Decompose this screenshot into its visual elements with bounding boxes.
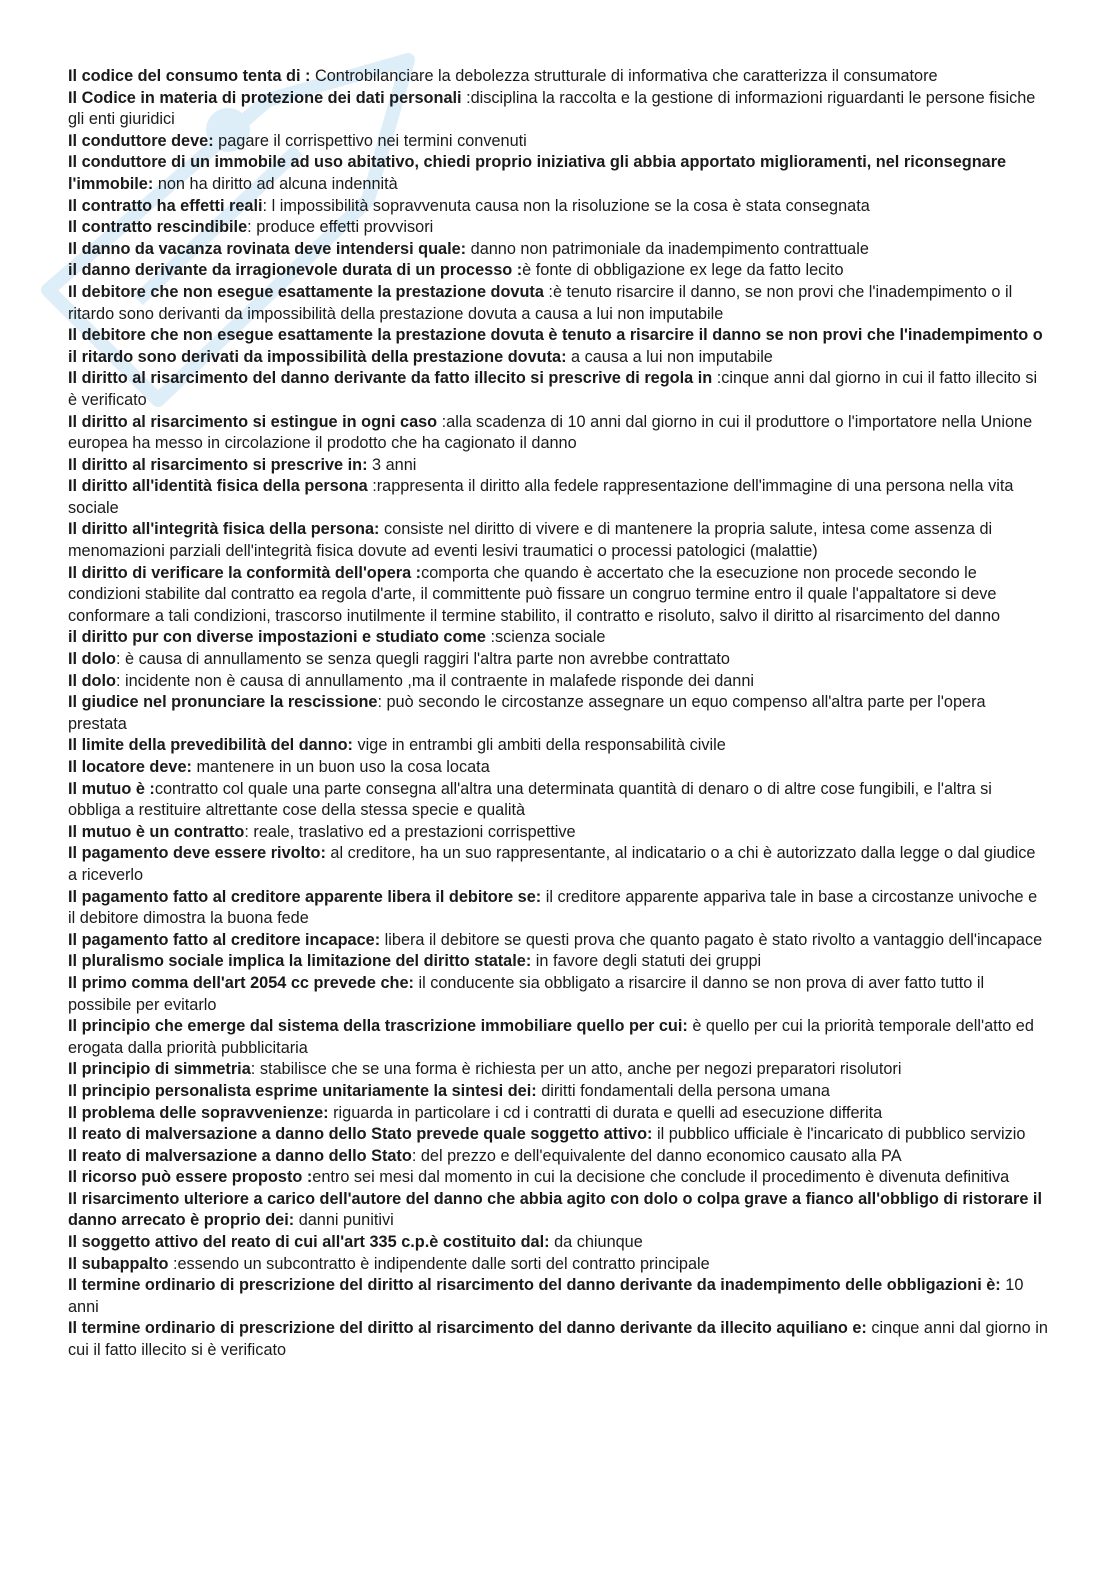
entry-answer: in favore degli statuti dei gruppi [531,952,762,971]
entry [68,412,1048,455]
entry-question: Il soggetto attivo del reato di cui all'art 335 c.p.è costituito dal: [68,1233,550,1252]
entry-question: Il dolo [68,650,116,669]
entry [68,843,1048,886]
entry [68,951,1048,973]
entry-answer: cinque anni dal giorno in cui il fatto illecito si è verificato [68,1319,1048,1360]
entry-answer: il creditore apparente appariva tale in base a circostanze univoche e il debitore dimostra la buona fede [68,887,1038,928]
entry-question: Il subappalto [68,1254,169,1273]
entry-question: Il pagamento deve essere rivolto: [68,844,326,863]
entry-answer: il pubblico ufficiale è l'incaricato di pubblico servizio [652,1125,1026,1144]
entry-question: Il diritto all'identità fisica della persona [68,477,368,496]
entry [68,1081,1048,1103]
entry-answer: a causa a lui non imputabile [566,347,773,366]
entry-question: Il principio di simmetria [68,1060,251,1079]
entry-question: Il problema delle sopravvenienze: [68,1103,329,1122]
entry-answer: riguarda in particolare i cd i contratti di durata e quelli ad esecuzione differita [328,1103,883,1122]
entry-answer: :essendo un subcontratto è indipendente dalle sorti del contratto principale [168,1254,710,1273]
entry-question: Il debitore che non esegue esattamente la prestazione dovuta è tenuto a risarcire il danno se non provi che l'inadempimento o il ritardo sono derivati da impossibilità della prestazione dovuta: [68,326,1043,366]
entry-question: Il diritto al risarcimento si prescrive in: [68,455,368,474]
entry-question: Il principio personalista esprime unitariamente la sintesi dei: [68,1081,537,1100]
entry-answer: Controbilanciare la debolezza strutturale di informativa che caratterizza il consumatore [310,67,938,85]
entry-answer: è quello per cui la priorità temporale dell'atto ed erogata dalla priorità pubblicitaria [68,1017,1034,1057]
entry [68,455,1048,477]
entry-answer: danno non patrimoniale da inadempimento contrattuale [466,239,869,258]
entry-question: Il termine ordinario di prescrizione del diritto al risarcimento del danno derivante da illecito aquiliano e: [68,1319,867,1338]
entry [68,152,1048,195]
entry-answer: 3 anni [367,455,417,474]
entry-answer: contratto col quale una parte consegna all'altra una determinata quantità di denaro o di altre cose fungibili, e l'altra si obbliga a restituire altrettante cose della stessa specie e qualità [68,779,992,820]
document-body [68,66,1048,1362]
entry-question: Il risarcimento ulteriore a carico dell'autore del danno che abbia agito con dolo o colpa grave a fianco all'obbligo di ristorare il danno arrecato è proprio dei: [68,1189,1042,1230]
entry-answer: diritti fondamentali della persona umana [536,1081,830,1100]
entry [68,476,1048,519]
entry-question: Il locatore deve: [68,758,192,776]
entry-question: Il pagamento fatto al creditore apparente libera il debitore se: [68,887,542,906]
entry-question: Il primo comma dell'art 2054 cc prevede che: [68,973,414,992]
entry-answer: comporta che quando è accertato che la esecuzione non procede secondo le condizioni stabilite dal contratto ea regola d'arte, il committente può fissare un congruo termine entro il quale l'appaltatore si deve conformare a tali condizioni, trascorso inutilmente il termine stabilito, il contratto e risoluto, salvo il diritto al risarcimento del danno [68,563,1001,625]
entry-answer: vige in entrambi gli ambiti della responsabilità civile [352,736,726,755]
entry-answer: :cinque anni dal giorno in cui il fatto illecito si è verificato [68,369,1038,409]
entry-answer: : stabilisce che se una forma è richiesta per un atto, anche per negozi preparatori risolutori [250,1060,902,1079]
entry-answer: :disciplina la raccolta e la gestione di informazioni riguardanti le persone fisiche gli enti giuridici [68,88,1036,129]
entry-question: Il diritto al risarcimento del danno derivante da fatto illecito si prescrive di regola in [68,369,713,388]
entry-answer: pagare il corrispettivo nei termini convenuti [213,131,527,150]
entry-question: Il reato di malversazione a danno dello Stato [68,1146,412,1165]
entry [68,519,1048,562]
entry-question: Il diritto all'integrità fisica della persona: [68,520,380,539]
entry [68,973,1048,1016]
entry [68,757,1048,779]
entry [68,1016,1048,1059]
entry [68,88,1048,131]
entry-question: Il limite della prevedibilità del danno: [68,736,353,755]
entry [68,1254,1048,1276]
entry-question: Il Codice in materia di protezione dei dati personali [68,88,462,107]
entry-question: Il principio che emerge dal sistema della trascrizione immobiliare quello per cui: [68,1017,688,1036]
entry [68,649,1048,671]
entry-answer: mantenere in un buon uso la cosa locata [191,758,490,776]
entry-question: Il pagamento fatto al creditore incapace: [68,930,381,949]
entry-answer: :rappresenta il diritto alla fedele rappresentazione dell'immagine di una persona nella vita sociale [68,477,1014,517]
entry-question: Il debitore che non esegue esattamente la prestazione dovuta [68,282,544,301]
entry-answer: danni punitivi [294,1211,394,1230]
entry-answer: :è tenuto risarcire il danno, se non provi che l'inadempimento o il ritardo sono derivanti da impossibilità della prestazione dovuta a causa a lui non imputabile [68,282,1013,323]
entry-answer: :alla scadenza di 10 anni dal giorno in cui il produttore o l'importatore nella Unione europea ha messo in circolazione il prodotto che ha cagionato il danno [68,412,1033,453]
entry-answer: : è causa di annullamento se senza quegli raggiri l'altra parte non avrebbe contrattato [115,650,730,669]
entry-answer: : incidente non è causa di annullamento ,ma il contraente in malafede risponde dei danni [115,671,755,690]
entry-answer: entro sei mesi dal momento in cui la decisione che conclude il procedimento è divenuta definitiva [312,1168,1010,1187]
entry-question: Il termine ordinario di prescrizione del diritto al risarcimento del danno derivante da inadempimento delle obbligazioni è: [68,1276,1001,1295]
entry-question: Il ricorso può essere proposto : [68,1168,313,1187]
entry-answer: consiste nel diritto di vivere e di mantenere la propria salute, intesa come assenza di menomazioni parziali dell'integrità fisica dovute ad eventi lesivi traumatici o processi patologici (malattie) [68,520,993,561]
entry-question: Il mutuo è : [68,779,155,798]
entry [68,930,1048,952]
entry-answer: da chiunque [549,1233,643,1252]
entry-question: Il conduttore di un immobile ad uso abitativo, chiedi proprio iniziativa gli abbia apportato miglioramenti, nel riconsegnare l'immobile: [68,153,1007,193]
entry-answer: è fonte di obbligazione ex lege da fatto lecito [522,261,844,280]
entry [68,692,1048,735]
entry-question: Il reato di malversazione a danno dello Stato prevede quale soggetto attivo: [68,1125,653,1144]
entry [68,1124,1048,1146]
entry-question: Il contratto rescindibile [68,218,248,237]
entry-question: Il codice del consumo tenta di : [68,67,311,85]
entry-question: Il diritto al risarcimento si estingue in ogni caso [68,412,438,431]
entry-answer: 10 anni [68,1276,1024,1316]
entry-question: il diritto pur con diverse impostazioni e studiato come [68,628,486,647]
entry [68,671,1048,693]
entry [68,779,1048,822]
entry-answer: al creditore, ha un suo rappresentante, al indicatario o a chi è autorizzato dalla legge o dal giudice a riceverlo [68,844,1036,884]
entry-question: Il contratto ha effetti reali [68,196,263,215]
entry-question: Il conduttore deve: [68,131,214,150]
entry [68,822,1048,844]
entry-question: il danno derivante da irragionevole durata di un processo : [68,261,523,280]
entry-question: Il diritto di verificare la conformità dell'opera : [68,563,422,582]
entry [68,1189,1048,1232]
entry-answer: : del prezzo e dell'equivalente del danno economico causato alla PA [411,1146,902,1165]
entry [68,1275,1048,1318]
entry [68,1167,1048,1189]
entry [68,131,1048,153]
entry [68,1059,1048,1081]
entry-question: Il giudice nel pronunciare la rescissione [68,693,378,712]
entry [68,260,1048,282]
entry-answer: : produce effetti provvisori [247,218,434,237]
entry [68,66,1048,88]
entry [68,1146,1048,1168]
entry-question: Il dolo [68,671,116,690]
entry-question: Il danno da vacanza rovinata deve intendersi quale: [68,239,467,258]
entry-answer: il conducente sia obbligato a risarcire il danno se non prova di aver fatto tutto il possibile per evitarlo [68,973,985,1014]
entry [68,1318,1048,1361]
entry [68,239,1048,261]
entry [68,735,1048,757]
entry-answer: libera il debitore se questi prova che quanto pagato è stato rivolto a vantaggio dell'incapace [380,930,1043,949]
entry-question: Il mutuo è un contratto [68,822,245,841]
entry-question: Il pluralismo sociale implica la limitazione del diritto statale: [68,952,532,971]
entry-answer: non ha diritto ad alcuna indennità [153,174,398,193]
entry-answer: : può secondo le circostanze assegnare un equo compenso all'altra parte per l'opera prestata [68,693,986,733]
entry-answer: : reale, traslativo ed a prestazioni corrispettive [244,822,576,841]
entry [68,325,1048,368]
entry [68,563,1048,628]
entry [68,282,1048,325]
entry-answer: : l impossibilità sopravvenuta causa non la risoluzione se la cosa è stata consegnata [262,196,870,215]
entry [68,196,1048,218]
entry [68,627,1048,649]
entry [68,1103,1048,1125]
entry [68,887,1048,930]
entry [68,368,1048,411]
entry [68,1232,1048,1254]
entry-answer: :scienza sociale [485,628,606,647]
entry [68,217,1048,239]
